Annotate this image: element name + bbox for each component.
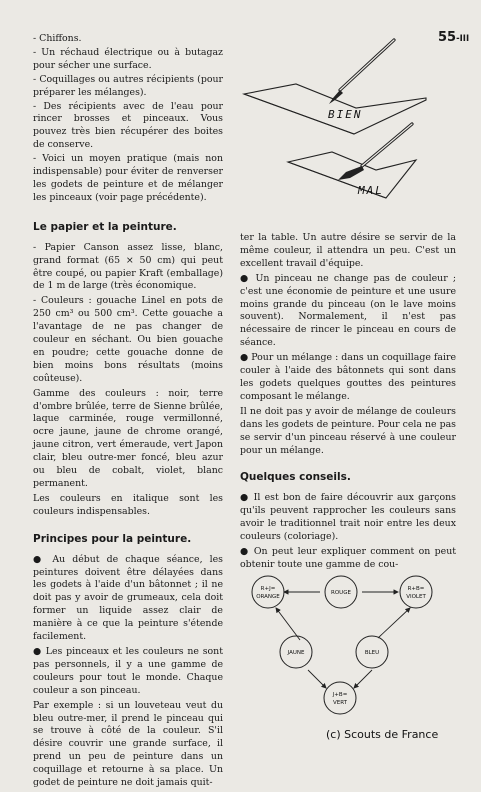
diagram-label: R+J= <box>260 586 276 592</box>
list-item: - Un réchaud électrique ou à butagaz pour sécher une surface. <box>33 46 223 71</box>
diagram-label: J+B= <box>332 692 348 698</box>
paragraph: Les couleurs en italique sont les couleurs indispensables. <box>33 492 223 517</box>
color-mixing-diagram <box>248 570 460 720</box>
paragraph: ● Les pinceaux et les couleurs ne sont pas personnels, il y a une gamme de couleurs pour tout le monde. Chaque couleur a son pinceau. <box>33 645 223 696</box>
section-heading-paper: Le papier et la peinture. <box>33 220 177 233</box>
section-heading-principles: Principes pour la peinture. <box>33 532 192 545</box>
paintbrush-icon <box>329 40 394 104</box>
orange-mix-circle <box>252 576 284 608</box>
diagram-label: JAUNE <box>287 650 305 656</box>
paragraph: ● Pour un mélange : dans un coquillage faire couler à l'aide des bâtonnets qui sont dans les godets quelques gouttes des peintures composant le mélange. <box>240 352 456 402</box>
green-mix-circle <box>324 682 356 714</box>
paragraph: ● Un pinceau ne change pas de couleur ; c'est une économie de peinture et une usure moins grande du pinceau (on le lave moins souvent). Normalement, il n'est pas nécessaire de rincer le pinceau en cours de séance. <box>240 272 456 349</box>
mal-label: MAL <box>358 184 384 197</box>
right-column <box>240 232 456 574</box>
paragraph: Il ne doit pas y avoir de mélange de couleurs dans les godets de peinture. Pour cela ne pas se servir d'un pinceau réservé à une couleur pour un mélange. <box>240 405 456 456</box>
list-item: - Voici un moyen pratique (mais non indispensable) pour éviter de renverser les godets de peinture et de mélanger les pinceaux (voir page précédente). <box>33 153 223 203</box>
list-item: - Des récipients avec de l'eau pour rincer brosses et pinceaux. Vous pouvez très bien récupérer des boites de conserve. <box>33 100 223 151</box>
paragraph: Par exemple : si un louveteau veut du bleu outre-mer, il prend le pinceau qui se trouve à côté de la couleur. S'il désire couvrir une grande surface, il prend un peu de peinture dans un coquillage et retourne à sa place. Un godet de peinture ne doit jamais quit- <box>33 699 223 789</box>
brush-technique-illustration <box>236 38 462 218</box>
paragraph: ter la table. Un autre désire se servir de la même couleur, il attendra un peu. C'est un excellent travail d'équipe. <box>240 232 456 269</box>
page-number-suffix: -III <box>456 34 470 44</box>
paragraph: Gamme des couleurs : noir, terre d'ombre brûlée, terre de Sienne brûlée, laque carminée, rouge vermillonné, ocre jaune, jaune de chrome orangé, jaune citron, vert émeraude, vert Japon clair, bleu outre-mer foncé, bleu azur ou bleu de cobalt, violet, blanc permanent. <box>33 387 223 489</box>
paragraph: - Couleurs : gouache Linel en pots de 250 cm³ ou 500 cm³. Cette gouache a l'avantage de ne pas changer de couleur en séchant. Ou bien gouache en poudre; cette gouache donne de bien moins bons résultats (moins coûteuse). <box>33 295 223 384</box>
paragraph: ● Il est bon de faire découvrir aux garçons qu'ils peuvent rapprocher les couleurs sans avoir le traditionnel trait noir entre les deux couleurs (coloriage). <box>240 492 456 543</box>
section-heading-advice: Quelques conseils. <box>240 471 351 484</box>
paragraph: - Papier Canson assez lisse, blanc, grand format (65 × 50 cm) qui peut être coupé, ou papier Kraft (emballage) de 1 m de large (très économique. <box>33 241 223 292</box>
diagram-label: R+B= <box>407 586 425 592</box>
diagram-label: ROUGE <box>331 590 351 596</box>
copyright-notice: (c) Scouts de France <box>326 728 439 741</box>
diagram-label: VIOLET <box>406 594 426 600</box>
diagram-label: VERT <box>332 700 348 706</box>
paragraph: ● On peut leur expliquer comment on peut obtenir toute une gamme de cou- <box>240 545 456 570</box>
paragraph: ● Au début de chaque séance, les peintures doivent être délayées dans les godets à l'aide d'un bâtonnet ; il ne doit pas y avoir de grumeaux, cela doit former un liquide assez clair de manière à ce que la peinture s'étende facilement. <box>33 553 223 643</box>
diagram-label: BLEU <box>364 650 380 656</box>
diagram-label: ORANGE <box>256 594 280 600</box>
list-item: - Coquillages ou autres récipients (pour préparer les mélanges). <box>33 73 223 98</box>
list-item: - Chiffons. <box>33 33 82 44</box>
material-list <box>33 33 223 205</box>
left-column <box>33 33 223 792</box>
violet-mix-circle <box>400 576 432 608</box>
bien-label: BIEN <box>328 108 363 121</box>
page-number-main: 55 <box>438 30 457 45</box>
